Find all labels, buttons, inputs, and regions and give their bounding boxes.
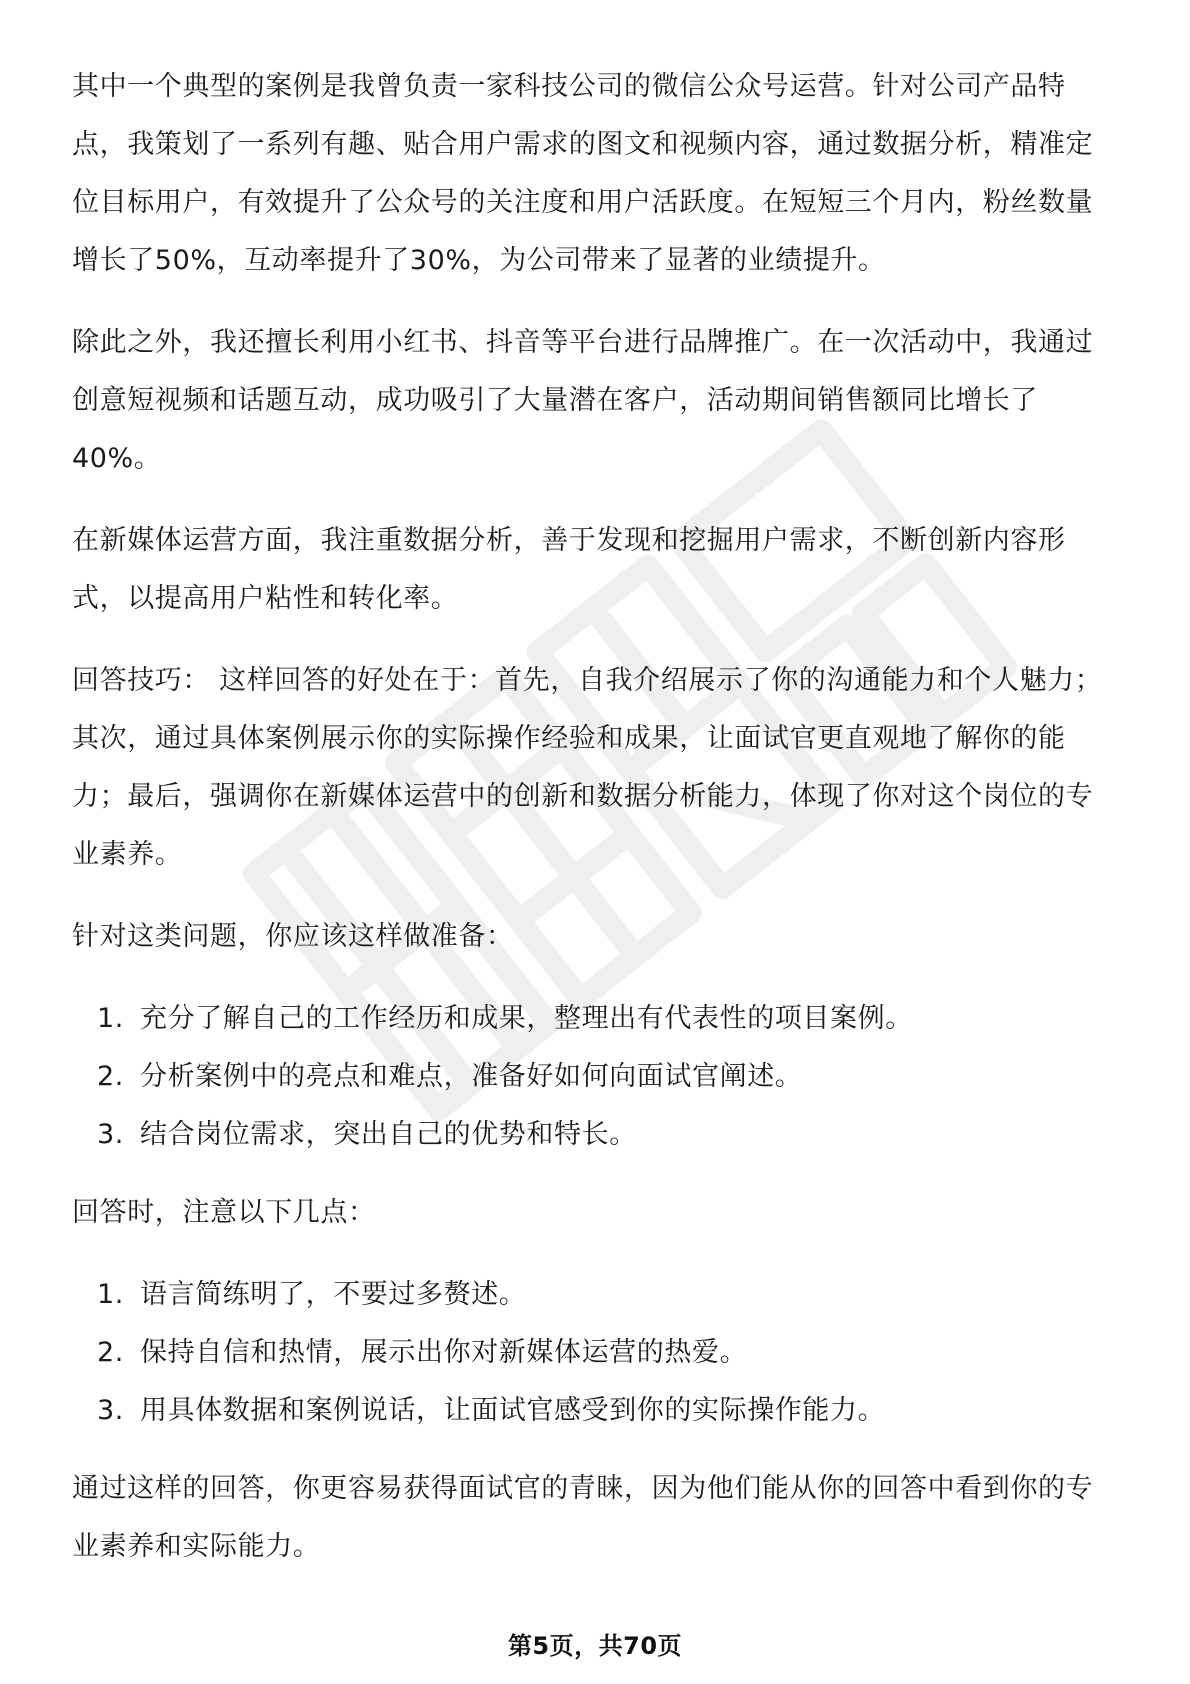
list-item bbox=[72, 1266, 1118, 1324]
paragraph-answer-tips: 回答技巧： 这样回答的好处在于：首先，自我介绍展示了你的沟通能力和个人魅力；其次，通过具体案例展示你的实际操作经验和成果，让面试官更直观地了解你的能力；最后，强调你在新媒体运营中的创新和数据分析能力，体现了你对这个岗位的专业素养。 bbox=[72, 665, 1103, 870]
paragraph-case-study: 其中一个典型的案例是我曾负责一家科技公司的微信公众号运营。针对公司产品特点，我策划了一系列有趣、贴合用户需求的图文和视频内容，通过数据分析，精准定位目标用户，有效提升了公众号的关注度和用户活跃度。在短短三个月内，粉丝数量增长了50%，互动率提升了30%，为公司带来了显著的业绩提升。 bbox=[72, 71, 1094, 276]
paragraph-notes-heading: 回答时，注意以下几点： bbox=[72, 1197, 376, 1228]
list-item bbox=[72, 1324, 1118, 1382]
prep-list bbox=[72, 990, 1118, 1164]
list-text: 充分了解自己的工作经历和成果，整理出有代表性的项目案例。 bbox=[140, 1003, 913, 1034]
list-item bbox=[72, 990, 1118, 1048]
list-text: 保持自信和热情，展示出你对新媒体运营的热爱。 bbox=[140, 1337, 748, 1368]
list-text: 分析案例中的亮点和难点，准备好如何向面试官阐述。 bbox=[140, 1061, 803, 1092]
list-number: 1. bbox=[97, 1003, 124, 1034]
list-number: 2. bbox=[97, 1337, 124, 1368]
list-number: 3. bbox=[97, 1395, 124, 1426]
list-number: 3. bbox=[97, 1119, 124, 1150]
page-number: 第5页，共70页 bbox=[507, 1632, 683, 1660]
list-number: 2. bbox=[97, 1061, 124, 1092]
list-text: 结合岗位需求，突出自己的优势和特长。 bbox=[140, 1119, 637, 1150]
list-text: 语言简练明了，不要过多赘述。 bbox=[140, 1279, 527, 1310]
list-item bbox=[72, 1382, 1118, 1440]
paragraph-conclusion: 通过这样的回答，你更容易获得面试官的青睐，因为他们能从你的回答中看到你的专业素养和实际能力。 bbox=[72, 1473, 1094, 1562]
list-item bbox=[72, 1106, 1118, 1164]
main-content bbox=[72, 58, 1118, 1600]
list-text: 用具体数据和案例说话，让面试官感受到你的实际操作能力。 bbox=[140, 1395, 886, 1426]
notes-list bbox=[72, 1266, 1118, 1440]
paragraph-prep-heading: 针对这类问题，你应该这样做准备： bbox=[72, 921, 514, 952]
list-number: 1. bbox=[97, 1279, 124, 1310]
paragraph-data-analysis: 在新媒体运营方面，我注重数据分析，善于发现和挖掘用户需求，不断创新内容形式，以提高用户粘性和转化率。 bbox=[72, 525, 1066, 614]
paragraph-platforms: 除此之外，我还擅长利用小红书、抖音等平台进行品牌推广。在一次活动中，我通过创意短视频和话题互动，成功吸引了大量潜在客户，活动期间销售额同比增长了40%。 bbox=[72, 327, 1094, 474]
list-item bbox=[72, 1048, 1118, 1106]
